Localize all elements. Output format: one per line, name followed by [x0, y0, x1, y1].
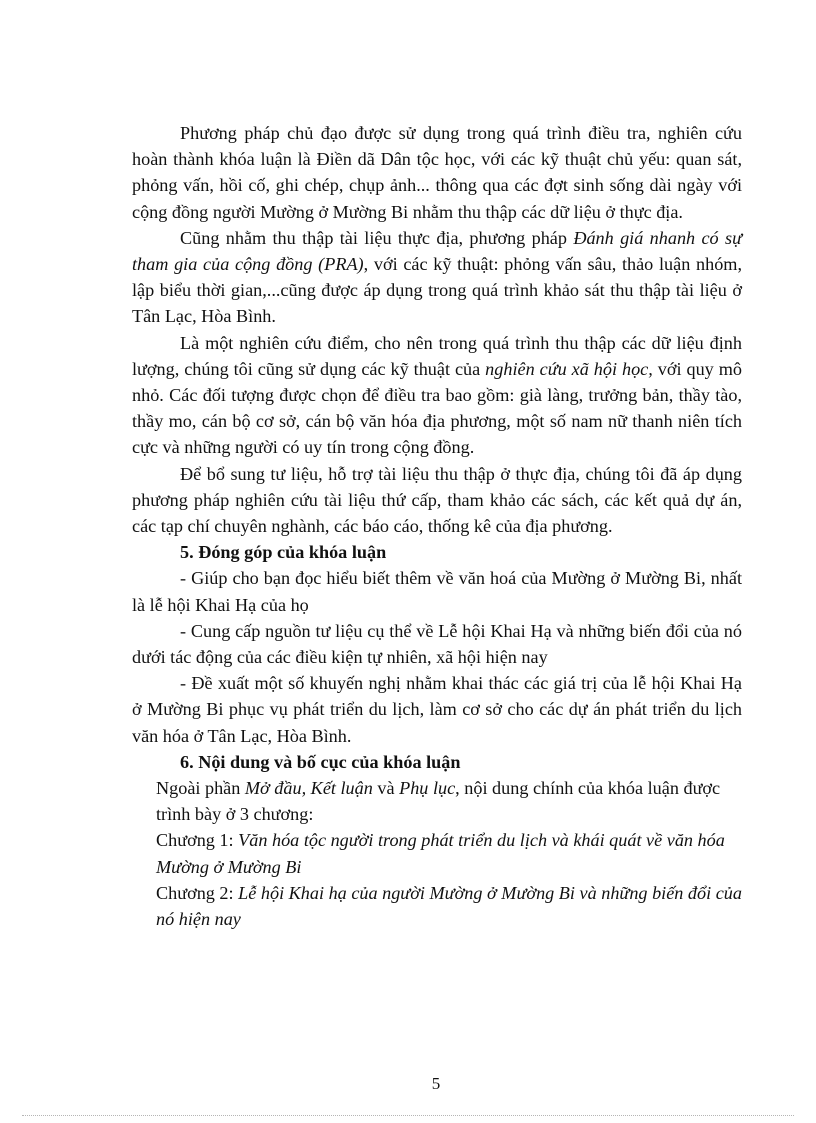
pra-text-start: Cũng nhằm thu thập tài liệu thực địa, phương pháp	[180, 227, 574, 248]
sociology-term: nghiên cứu xã hội học,	[485, 358, 653, 379]
page-number: 5	[431, 1074, 441, 1093]
chapter-2-title: Lễ hội Khai hạ của người Mường ở Mường Bi và những biến đổi của nó hiện nay	[156, 882, 742, 930]
page-bottom-divider	[22, 1115, 794, 1116]
pra-text-end: , với các kỹ thuật: phỏng vấn sâu, thảo luận nhóm, lập biểu thời gian,...cũng được áp dụng trong quá trình khảo sát thu thập tài liệu ở Tân Lạc, Hòa Bình.	[132, 254, 742, 327]
pra-term: Đánh giá nhanh có sự tham gia của cộng đồng (PRA)	[132, 227, 742, 275]
chapter-1-entry	[132, 827, 742, 879]
section-5-heading: 5. Đóng góp của khóa luận	[180, 542, 387, 563]
structure-intro-italic-2: Phụ lục	[399, 778, 456, 799]
chapter-2-label: Chương 2:	[156, 882, 239, 903]
paragraph-methods-fieldwork: Phương pháp chủ đạo được sử dụng trong quá trình điều tra, nghiên cứu hoàn thành khóa luận là Điền dã Dân tộc học, với các kỹ thuật chủ yếu: quan sát, phỏng vấn, hồi cố, ghi chép, chụp ảnh... thông qua các đợt sinh sống dài ngày với cộng đồng người Mường ở Mường Bi nhằm thu thập các dữ liệu ở thực địa.	[132, 123, 742, 222]
body-text	[132, 120, 742, 932]
structure-intro	[132, 775, 742, 827]
structure-intro-a: Ngoài phần	[156, 778, 245, 799]
chapter-1-title: Văn hóa tộc người trong phát triển du lịch và khái quát về văn hóa Mường ở Mường Bi	[156, 830, 725, 877]
structure-intro-italic-1: Mở đầu, Kết luận	[244, 778, 373, 799]
chapter-1-label: Chương 1:	[156, 830, 239, 851]
structure-intro-b: và	[372, 778, 400, 799]
section-6-heading: 6. Nội dung và bố cục của khóa luận	[180, 751, 461, 772]
contribution-item-1: - Giúp cho bạn đọc hiểu biết thêm về văn hoá của Mường ở Mường Bi, nhất là lễ hội Khai Hạ của họ	[132, 568, 742, 615]
paragraph-secondary-sources: Để bổ sung tư liệu, hỗ trợ tài liệu thu thập ở thực địa, chúng tôi đã áp dụng phương pháp nghiên cứu tài liệu thứ cấp, tham khảo các sách, các kết quả dự án, các tạp chí chuyên nghành, các báo cáo, thống kê của địa phương.	[132, 463, 742, 537]
structure-intro-c: , nội dung chính của khóa luận được trình bày ở 3 chương:	[156, 778, 721, 825]
sociology-text-end: với quy mô nhỏ. Các đối tượng được chọn để điều tra bao gồm: già làng, trưởng bản, thầy tào, thầy mo, cán bộ cơ sở, cán bộ văn hóa địa phương, một số nam nữ thanh niên tích cực và những người có uy tín trong cộng đồng.	[132, 358, 742, 458]
sociology-text-start: Là một nghiên cứu điểm, cho nên trong quá trình thu thập các dữ liệu định lượng, chúng tôi cũng sử dụng các kỹ thuật của	[132, 332, 742, 379]
chapter-2-entry	[132, 880, 742, 932]
paragraph-sociology-method	[132, 330, 742, 461]
contribution-item-3: - Đề xuất một số khuyến nghị nhằm khai thác các giá trị của lễ hội Khai Hạ ở Mường Bi phục vụ phát triển du lịch, làm cơ sở cho các dự án phát triển du lịch văn hóa ở Tân Lạc, Hòa Bình.	[132, 673, 742, 746]
contribution-item-2: - Cung cấp nguồn tư liệu cụ thể về Lễ hội Khai Hạ và những biến đổi của nó dưới tác động của các điều kiện tự nhiên, xã hội hiện nay	[132, 620, 742, 668]
paragraph-pra-method	[132, 225, 742, 330]
